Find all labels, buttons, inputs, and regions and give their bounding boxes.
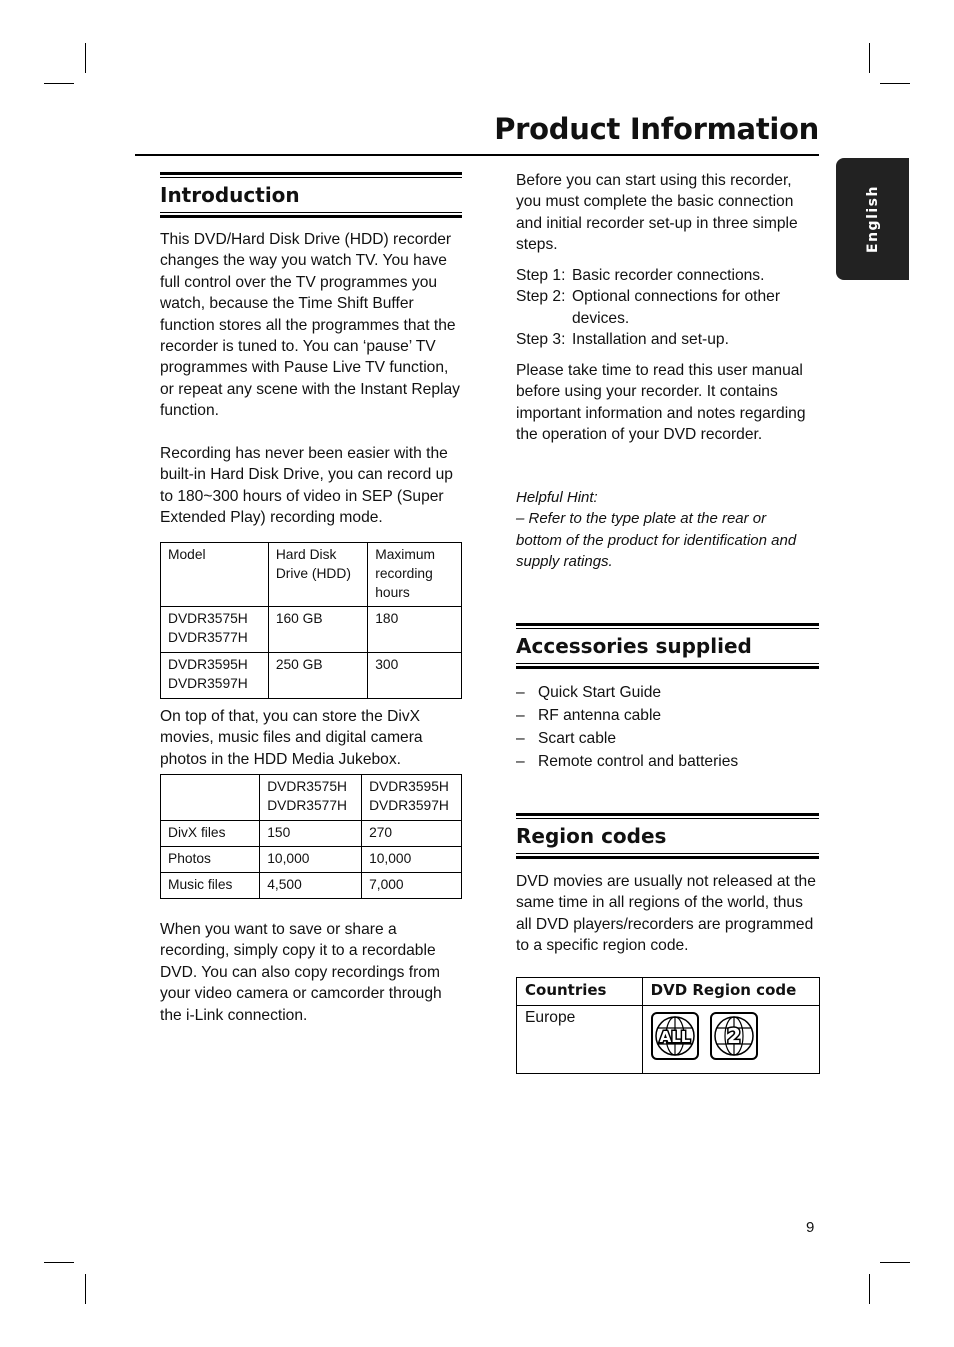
region-code-header: DVD Region code xyxy=(642,978,819,1006)
accessories-heading-block xyxy=(516,623,819,669)
accessories-heading: Accessories supplied xyxy=(516,634,752,658)
table-row xyxy=(161,653,462,699)
table-cell: 250 GB xyxy=(268,653,367,699)
step-item xyxy=(516,286,820,329)
region-2-label: 2 xyxy=(726,1024,741,1048)
region-all-icon xyxy=(652,1013,698,1059)
list-item: – Scart cable xyxy=(516,727,816,750)
table-row xyxy=(161,821,462,847)
intro-paragraph-2: Recording has never been easier with the built-in Hard Disk Drive, you can record up to 180~300 hours of video in SEP (Super Extended Play) recording mode. xyxy=(160,445,453,527)
table-cell: DVDR3575H DVDR3577H xyxy=(161,607,269,653)
helpful-hint xyxy=(516,487,816,573)
page-number: 9 xyxy=(806,1219,815,1236)
manual-paragraph: Please take time to read this user manual before using your recorder. It contains important information and notes regarding the operation of your DVD recorder. xyxy=(516,362,806,444)
region-logos xyxy=(651,1012,761,1062)
table-cell: DVDR3595H DVDR3597H xyxy=(362,775,462,821)
table-cell xyxy=(161,775,260,821)
table-cell: 10,000 xyxy=(362,847,462,873)
region-logos-cell xyxy=(642,1006,819,1074)
table-row xyxy=(161,607,462,653)
region-heading-block xyxy=(516,813,819,859)
table-cell: 4,500 xyxy=(260,873,362,899)
intro-paragraph-3: On top of that, you can store the DivX movies, music files and digital camera photos in the HDD Media Jukebox. xyxy=(160,708,423,768)
table-cell: 10,000 xyxy=(260,847,362,873)
list-item: – Quick Start Guide xyxy=(516,681,816,704)
table-cell: 180 xyxy=(368,607,462,653)
step-item xyxy=(516,329,820,350)
table-cell: Maximum recording hours xyxy=(368,543,462,607)
country-cell: Europe xyxy=(517,1006,643,1074)
accessories-list xyxy=(516,681,816,773)
language-tab-label: English xyxy=(864,185,881,253)
crop-mark xyxy=(85,1274,86,1304)
region-paragraph: DVD movies are usually not released at the same time in all regions of the world, thus all DVD players/recorders are programmed to a specific region code. xyxy=(516,873,816,955)
table-cell: Model xyxy=(161,543,269,607)
media-jukebox-table xyxy=(160,774,462,899)
step-text: Installation and set-up. xyxy=(572,331,729,349)
table-cell: 270 xyxy=(362,821,462,847)
list-item-text: Quick Start Guide xyxy=(538,684,662,701)
step-item xyxy=(516,265,820,286)
crop-mark xyxy=(44,83,74,84)
crop-mark xyxy=(85,43,86,73)
region-heading: Region codes xyxy=(516,824,667,848)
table-header-row xyxy=(161,775,462,821)
table-cell: DVDR3595H DVDR3597H xyxy=(161,653,269,699)
intro-paragraph-1: This DVD/Hard Disk Drive (HDD) recorder changes the way you watch TV. You have full control over the TV programmes you watch, because the Time Shift Buffer function stores all the programmes that the recorder is tuned to. You can ‘pause’ TV programmes with Pause Live TV function, or repeat any scene with the Instant Replay function. xyxy=(160,231,460,420)
list-item-text: Scart cable xyxy=(538,730,617,747)
page-title: Product Information xyxy=(494,112,819,146)
table-cell: Photos xyxy=(161,847,260,873)
region-2-icon xyxy=(711,1013,757,1059)
crop-mark xyxy=(869,43,870,73)
table-row xyxy=(161,847,462,873)
introduction-heading-block xyxy=(160,172,462,218)
table-cell: Music files xyxy=(161,873,260,899)
table-cell: DVDR3575H DVDR3577H xyxy=(260,775,362,821)
language-tab xyxy=(836,158,909,280)
crop-mark xyxy=(44,1262,74,1263)
step-label: Step 1: xyxy=(516,267,566,284)
countries-header: Countries xyxy=(517,978,643,1006)
list-item-text: RF antenna cable xyxy=(538,707,662,724)
setup-paragraph: Before you can start using this recorder, you must complete the basic connection and initial recorder set-up in three simple steps. xyxy=(516,172,798,254)
hdd-capacity-table xyxy=(160,542,462,699)
table-cell: 160 GB xyxy=(268,607,367,653)
hint-title: Helpful Hint: xyxy=(516,489,598,506)
table-header-row xyxy=(517,978,820,1006)
crop-mark xyxy=(880,1262,910,1263)
step-text: Basic recorder connections. xyxy=(572,267,765,284)
table-row xyxy=(517,1006,820,1074)
crop-mark xyxy=(880,83,910,84)
list-item-text: Remote control and batteries xyxy=(538,753,739,770)
table-header-row xyxy=(161,543,462,607)
table-cell: DivX files xyxy=(161,821,260,847)
crop-mark xyxy=(869,1274,870,1304)
setup-steps xyxy=(516,265,820,351)
step-label: Step 3: xyxy=(516,331,566,349)
table-cell: 150 xyxy=(260,821,362,847)
list-item: – RF antenna cable xyxy=(516,704,816,727)
list-item: – Remote control and batteries xyxy=(516,750,816,773)
introduction-heading: Introduction xyxy=(160,183,300,207)
region-all-label: ALL xyxy=(659,1028,691,1046)
table-cell: 7,000 xyxy=(362,873,462,899)
region-code-table xyxy=(516,977,820,1074)
title-rule xyxy=(135,154,819,156)
table-cell: Hard Disk Drive (HDD) xyxy=(268,543,367,607)
table-cell: 300 xyxy=(368,653,462,699)
table-row xyxy=(161,873,462,899)
hint-text: – Refer to the type plate at the rear or bottom of the product for identification and supply ratings. xyxy=(516,510,797,571)
intro-paragraph-4: When you want to save or share a recording, simply copy it to a recordable DVD. You can also copy recordings from your video camera or camcorder through the i-Link connection. xyxy=(160,921,442,1024)
step-text: Optional connections for other devices. xyxy=(572,288,781,327)
step-label: Step 2: xyxy=(516,288,566,306)
